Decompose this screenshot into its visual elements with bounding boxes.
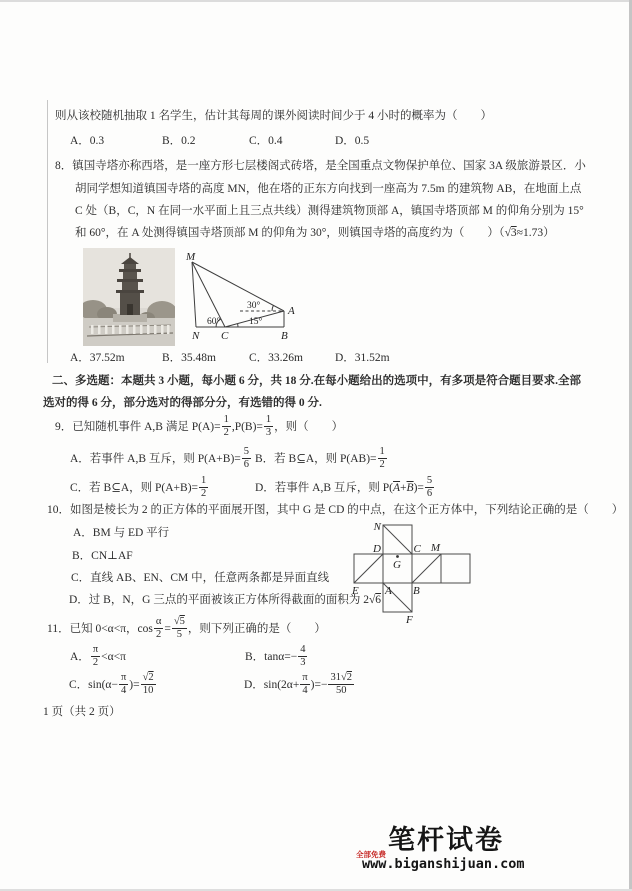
- q8-option-b: B．35.48m: [162, 352, 216, 364]
- q9-stem: 9．已知随机事件 A,B 满足 P(A)= $\frac{1}{2}$ ,P(B)= $\frac{1}{3}$ ，则（ ）: [55, 414, 344, 439]
- q11-option-a: A． $\frac{\pi}{2}$ <α<π: [70, 644, 126, 669]
- q7-option-a: A．0.3: [70, 135, 105, 147]
- angle-label-15: 15°: [249, 317, 263, 327]
- q10-option-d: D．过 B，N，G 三点的平面被该正方体所得截面的面积为 2√6: [69, 594, 382, 606]
- q10-stem: 10．如图是棱长为 2 的正方体的平面展开图，其中 G 是 CD 的中点，在这个正方体中，下列结论正确的是（ ）: [47, 504, 624, 516]
- angle-label-60: 60°: [207, 317, 221, 327]
- net-label-g: G: [393, 559, 401, 571]
- q9-option-a: A．若事件 A,B 互斥，则 P(A+B)= $\frac{5}{6}$: [70, 446, 250, 471]
- q8-option-a: A．37.52m: [70, 352, 125, 364]
- q10-option-a: A．BM 与 ED 平行: [73, 527, 170, 539]
- q7-option-b: B．0.2: [162, 135, 196, 147]
- net-label-b: B: [413, 585, 420, 597]
- q11-option-d: D．sin(2α+ $\frac{\pi}{4}$ )=− $\frac{31√2}{50}$: [244, 672, 352, 697]
- q10-option-b: B．CN⊥AF: [72, 550, 133, 562]
- q7-option-c: C．0.4: [249, 135, 283, 147]
- point-label-m: M: [186, 251, 196, 263]
- point-label-c: C: [221, 330, 229, 342]
- watermark-title: 笔杆试卷: [388, 825, 504, 855]
- q8-line-1: 8．镇国寺塔亦称西塔，是一座方形七层楼阁式砖塔，是全国重点文物保护单位、国家 3A 级旅游景区．小: [55, 160, 586, 172]
- section2-header-line-1: 二、多选题：本题共 3 小题，每小题 6 分，共 18 分.在每小题给出的选项中，有多项是符合题目要求.全部: [52, 375, 581, 387]
- net-label-m: M: [430, 542, 440, 554]
- page-number: 1 页（共 2 页）: [43, 706, 121, 718]
- net-label-n: N: [373, 521, 381, 533]
- page-edge-top: [0, 0, 632, 2]
- q7-option-d: D．0.5: [335, 135, 370, 147]
- q11-stem: 11．已知 0<α<π，cos $\frac{\alpha}{2}$ = $\frac{√5}{5}$ ，则下列正确的是（ ）: [47, 616, 326, 641]
- q9-option-d: D．若事件 A,B 互斥，则 $P(\overline{A}+\overline{B})=$ $\frac{5}{6}$: [255, 475, 433, 500]
- net-label-a: A: [385, 585, 392, 597]
- section2-header-line-2: 选对的得 6 分，部分选对的得部分分，有选错的得 0 分.: [43, 397, 322, 409]
- watermark-free-stamp: 全部免费: [356, 850, 386, 859]
- point-label-b: B: [281, 330, 288, 342]
- q9-option-b: B．若 B⊆A，则 P(AB)= $\frac{1}{2}$: [255, 446, 385, 471]
- q8-option-d: D．31.52m: [335, 352, 390, 364]
- q11-option-b: B．tanα=− $\frac{4}{3}$: [245, 644, 306, 669]
- q8-line-3: C 处（B，C，N 在同一水平面上且三点共线）测得建筑物顶部 A，镇国寺塔顶部 M 的仰角分别为 15°: [75, 205, 584, 217]
- net-label-d: D: [373, 543, 381, 555]
- watermark-url: www.biganshijuan.com: [362, 856, 525, 872]
- q10-option-c: C．直线 AB、EN、CM 中，任意两条都是异面直线: [71, 572, 330, 584]
- net-label-e: E: [352, 585, 359, 597]
- q8-line-4: 和 60°，在 A 处测得镇国寺塔顶部 M 的仰角为 30°，则镇国寺塔的高度约为（ ）（√3≈1.73）: [75, 227, 555, 239]
- q8-line-2: 胡同学想知道镇国寺塔的高度 MN，他在塔的正东方向找到一座高为 7.5m 的建筑物 AB，在地面上点: [75, 183, 582, 195]
- pagoda-photo: [83, 248, 175, 346]
- q9-option-c: C．若 B⊆A，则 P(A+B)= $\frac{1}{2}$: [70, 475, 207, 500]
- q8-survey-diagram: [185, 250, 335, 342]
- scan-artifact-line: [47, 100, 48, 363]
- cube-net-diagram: [350, 517, 475, 627]
- q8-option-c: C．33.26m: [249, 352, 303, 364]
- q7-stem: 则从该校随机抽取 1 名学生，估计其每周的课外阅读时间少于 4 小时的概率为（ ）: [55, 110, 492, 122]
- angle-label-30: 30°: [247, 301, 261, 311]
- net-label-f: F: [406, 614, 413, 626]
- q11-option-c: C．sin(α− $\frac{\pi}{4}$ )= $\frac{√2}{10}$: [69, 672, 154, 697]
- point-label-a: A: [288, 305, 295, 317]
- net-label-c: C: [413, 543, 421, 555]
- point-label-n: N: [192, 330, 200, 342]
